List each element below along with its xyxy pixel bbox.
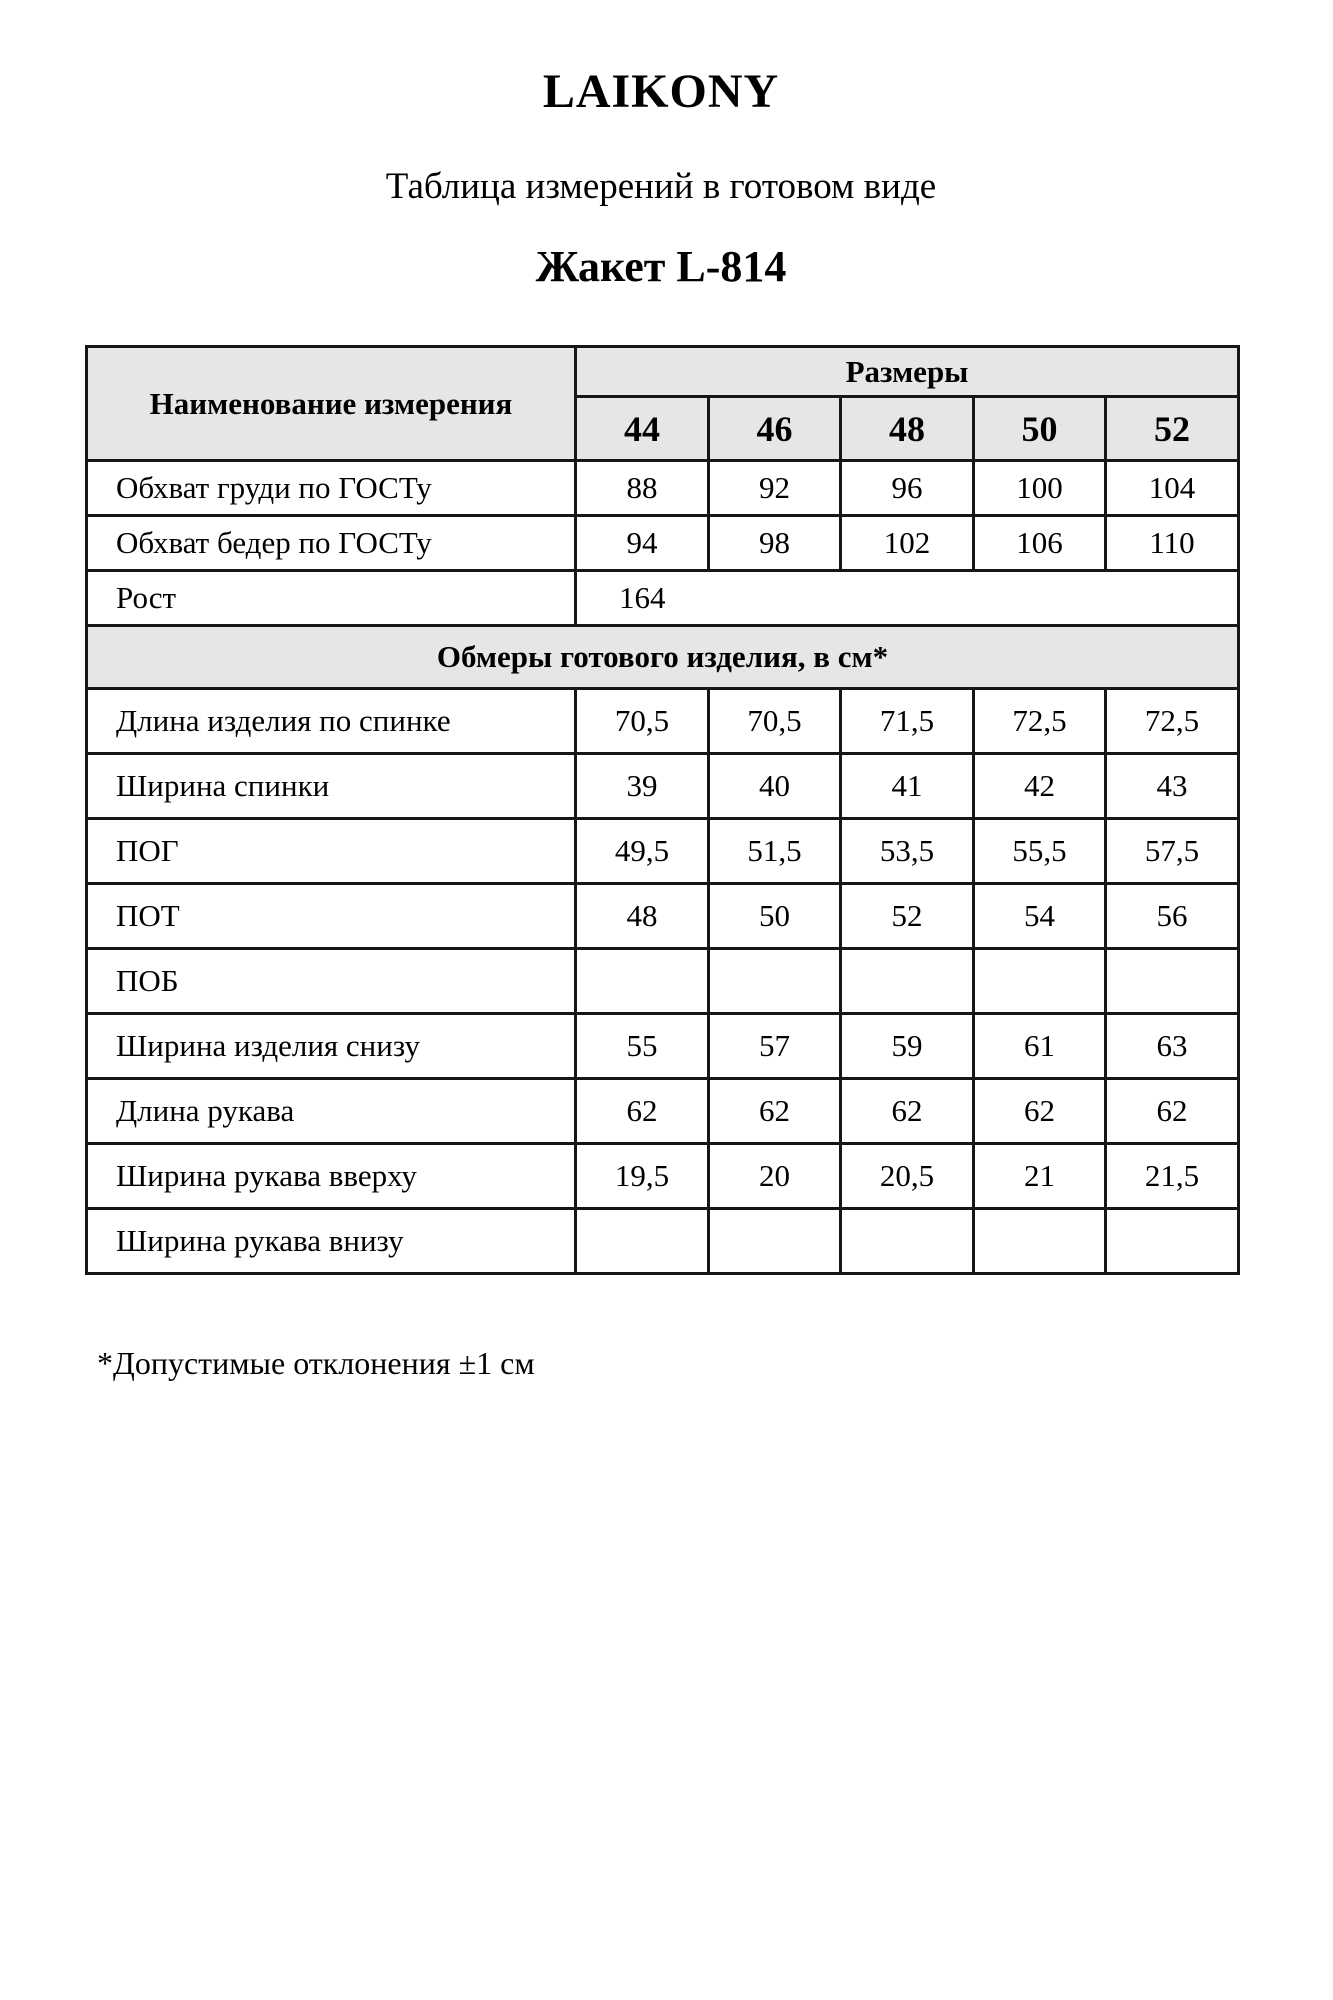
brand-title: LAIKONY xyxy=(542,65,780,118)
measurement-value: 92 xyxy=(709,461,841,516)
measurement-value xyxy=(576,949,709,1014)
measurement-value xyxy=(1106,1209,1239,1274)
table-row xyxy=(87,571,1239,626)
measurement-label: Ширина рукава внизу xyxy=(87,1209,576,1274)
measurement-value: 53,5 xyxy=(841,819,974,884)
size-column-header: 48 xyxy=(841,397,974,461)
column-header-sizes: Размеры xyxy=(576,347,1239,397)
measurement-label: Обхват бедер по ГОСТу xyxy=(87,516,576,571)
measurement-value: 52 xyxy=(841,884,974,949)
measurement-label: ПОГ xyxy=(87,819,576,884)
measurement-value: 61 xyxy=(974,1014,1106,1079)
section-row xyxy=(87,626,1239,689)
measurement-value xyxy=(974,949,1106,1014)
measurement-value: 19,5 xyxy=(576,1144,709,1209)
measurement-value: 40 xyxy=(709,754,841,819)
size-column-header: 44 xyxy=(576,397,709,461)
table-row xyxy=(87,689,1239,754)
table-row xyxy=(87,1144,1239,1209)
measurement-label: Длина рукава xyxy=(87,1079,576,1144)
measurement-label: Ширина рукава вверху xyxy=(87,1144,576,1209)
table-row xyxy=(87,1079,1239,1144)
measurement-value: 48 xyxy=(576,884,709,949)
measurement-value: 104 xyxy=(1106,461,1239,516)
measurement-value: 106 xyxy=(974,516,1106,571)
measurement-value: 21,5 xyxy=(1106,1144,1239,1209)
table-row xyxy=(87,819,1239,884)
table-row xyxy=(87,516,1239,571)
measurement-value: 43 xyxy=(1106,754,1239,819)
size-column-header: 50 xyxy=(974,397,1106,461)
document-subtitle: Таблица измерений в готовом виде xyxy=(385,166,937,207)
section-header: Обмеры готового изделия, в см* xyxy=(87,626,1239,689)
measurement-value: 72,5 xyxy=(974,689,1106,754)
measurement-value: 59 xyxy=(841,1014,974,1079)
table-header-row xyxy=(87,347,1239,397)
measurement-value: 62 xyxy=(841,1079,974,1144)
measurement-label: Обхват груди по ГОСТу xyxy=(87,461,576,516)
measurement-value xyxy=(576,1209,709,1274)
measurement-value: 20 xyxy=(709,1144,841,1209)
measurement-value: 100 xyxy=(974,461,1106,516)
table-row xyxy=(87,884,1239,949)
document-page xyxy=(85,0,1237,1382)
measurement-value: 102 xyxy=(841,516,974,571)
measurement-value: 57 xyxy=(709,1014,841,1079)
measurement-value: 62 xyxy=(1106,1079,1239,1144)
measurement-value: 41 xyxy=(841,754,974,819)
measurement-value: 57,5 xyxy=(1106,819,1239,884)
measurement-value xyxy=(841,949,974,1014)
measurement-value: 50 xyxy=(709,884,841,949)
table-row xyxy=(87,754,1239,819)
measurement-value xyxy=(1106,949,1239,1014)
measurement-label: Рост xyxy=(87,571,576,626)
size-column-header: 52 xyxy=(1106,397,1239,461)
measurement-value-merged: 164 xyxy=(576,571,1239,626)
measurement-label: Длина изделия по спинке xyxy=(87,689,576,754)
measurement-value: 49,5 xyxy=(576,819,709,884)
measurement-value xyxy=(841,1209,974,1274)
measurement-value xyxy=(974,1209,1106,1274)
measurement-value: 62 xyxy=(974,1079,1106,1144)
measurement-value: 55 xyxy=(576,1014,709,1079)
measurement-value xyxy=(709,1209,841,1274)
measurement-value: 42 xyxy=(974,754,1106,819)
measurement-label: ПОБ xyxy=(87,949,576,1014)
measurement-value: 62 xyxy=(576,1079,709,1144)
measurement-label: ПОТ xyxy=(87,884,576,949)
table-row xyxy=(87,1209,1239,1274)
measurement-value: 63 xyxy=(1106,1014,1239,1079)
measurement-value: 98 xyxy=(709,516,841,571)
measurements-table xyxy=(85,345,1240,1275)
measurement-value: 55,5 xyxy=(974,819,1106,884)
measurement-value xyxy=(709,949,841,1014)
measurement-value: 70,5 xyxy=(709,689,841,754)
measurement-value: 96 xyxy=(841,461,974,516)
footnote: *Допустимые отклонения ±1 см xyxy=(97,1345,535,1381)
measurement-value: 70,5 xyxy=(576,689,709,754)
measurement-value: 72,5 xyxy=(1106,689,1239,754)
size-column-header: 46 xyxy=(709,397,841,461)
measurement-label: Ширина изделия снизу xyxy=(87,1014,576,1079)
measurement-value: 110 xyxy=(1106,516,1239,571)
product-title: Жакет L-814 xyxy=(535,242,787,291)
table-row xyxy=(87,461,1239,516)
measurement-value: 62 xyxy=(709,1079,841,1144)
measurement-value: 51,5 xyxy=(709,819,841,884)
measurement-value: 71,5 xyxy=(841,689,974,754)
measurement-value: 21 xyxy=(974,1144,1106,1209)
table-row xyxy=(87,1014,1239,1079)
measurement-value: 88 xyxy=(576,461,709,516)
table-row xyxy=(87,949,1239,1014)
measurement-value: 39 xyxy=(576,754,709,819)
measurement-value: 56 xyxy=(1106,884,1239,949)
measurement-value: 54 xyxy=(974,884,1106,949)
measurement-value: 20,5 xyxy=(841,1144,974,1209)
measurement-label: Ширина спинки xyxy=(87,754,576,819)
column-header-measurement-name: Наименование измерения xyxy=(87,347,576,461)
measurement-value: 94 xyxy=(576,516,709,571)
